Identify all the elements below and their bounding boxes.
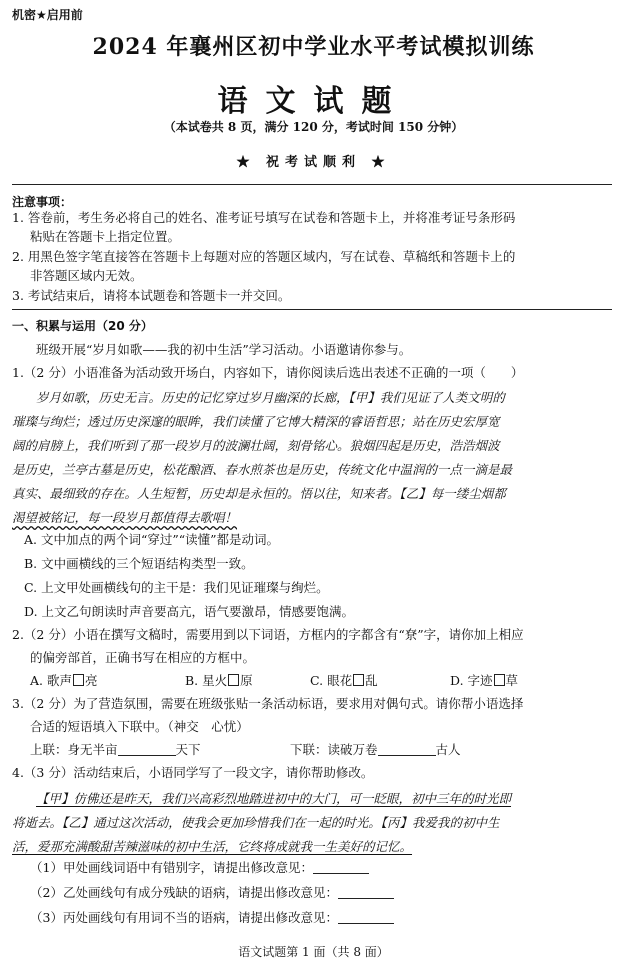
answer-box[interactable] [73,674,84,686]
answer-box[interactable] [353,674,364,686]
q2-option-c: C. 眼花 乱 [310,673,378,688]
q1-passage-line: 璀璨与绚烂；透过历史深邃的眼眸，我们读懂了它博大精深的睿语哲思；站在历史宏厚宽 [12,414,500,429]
q1-passage-line: 岁月如歌，历史无言。历史的记忆穿过岁月幽深的长廊，【甲】我们见证了人类文明的 [36,390,505,405]
q1-passage-line: 渴望被铭记，每一段岁月都值得去歌唱！ [12,510,238,525]
section-intro: 班级开展“岁月如歌——我的初中生活”学习活动。小语邀请你参与。 [36,342,412,357]
q1-passage-line: 真实、最细致的存在。人生短暂，历史却是永恒的。悟以往，知来者。【乙】每一缕尘烟都 [12,486,506,501]
confidential-label: 机密★启用前 [12,8,83,22]
subject-title: 语文试题 [217,84,410,119]
notice-line: 3. 考试结束后，请将本试题卷和答题卡一并交回。 [12,288,291,303]
q3-stem: 3.（2 分）为了营造氛围，需要在班级张贴一条活动标语，要求用对偶句式。请你帮小语选择 [12,696,524,711]
q1-option-b: B. 文中画横线的三个短语结构类型一致。 [24,556,254,571]
exam-meta: （本试卷共 8 页，满分 120 分，考试时间 150 分钟） [163,120,464,134]
exam-title: 2024 年襄州区初中学业水平考试模拟训练 [92,34,535,60]
q2-option-a: A. 歌声 亮 [30,673,98,688]
notice-line: 2. 用黑色签字笔直接答在答题卡上每题对应的答题区域内，写在试卷、草稿纸和答题卡上的 [12,249,516,264]
good-luck-line: ★ 祝考试顺利 ★ [236,155,391,170]
q4-sub-1: （1）甲处画线词语中有错别字，请提出修改意见： [30,858,369,879]
q2-stem: 2.（2 分）小语在撰写文稿时，需要用到以下词语，方框内的字都含有“尞”字，请你加上相应 [12,627,524,642]
q4-passage-line: 活，爱那充满酸甜苦辣滋味的初中生活，它终将成就我一生美好的记忆。 [12,839,413,854]
notice-heading: 注意事项： [12,195,73,209]
divider-notice [12,309,612,310]
q1-option-d: D. 上文乙句朗读时声音要高亢，语气要激昂，情感要饱满。 [24,604,355,619]
q4-sub-2: （2）乙处画线句有成分残缺的语病，请提出修改意见： [30,883,394,904]
q3-stem-cont: 合适的短语填入下联中。（神交 心忧） [30,719,249,734]
q1-passage-line: 阔的肩膀上，我们听到了那一段岁月的波澜壮阔，刻骨铭心。狼烟四起是历史，浩浩烟波 [12,438,500,453]
q1-option-c: C. 上文甲处画横线句的主干是：我们见证璀璨与绚烂。 [24,580,329,595]
answer-box[interactable] [228,674,239,686]
section-heading: 一、积累与运用（20 分） [12,319,153,333]
q4-passage-line: 【甲】仿佛还是昨天，我们兴高彩烈地踏进初中的大门，可一眨眼，初中三年的时光即 [36,791,512,806]
q1-passage-line: 是历史，兰亭古墓是历史，松花酿酒、春水煎茶也是历史，传统文化中温润的一点一滴是最 [12,462,513,477]
answer-blank[interactable] [378,755,436,756]
q2-option-b: B. 星火 原 [185,673,253,688]
notice-line: 非答题区域内无效。 [30,268,143,283]
q2-option-d: D. 字迹 草 [450,673,519,688]
answer-blank[interactable] [338,923,394,924]
q2-stem-cont: 的偏旁部首，正确书写在相应的方框中。 [30,650,256,665]
divider-top [12,184,612,185]
q3-lower-couplet: 下联：读破万卷 古人 [290,742,461,757]
q4-stem: 4.（3 分）活动结束后，小语同学写了一段文字，请你帮助修改。 [12,765,374,780]
page-footer: 语文试题第 1 面（共 8 面） [238,945,389,959]
q4-sub-3: （3）丙处画线句有用词不当的语病，请提出修改意见： [30,908,394,929]
q4-passage-line: 将逝去。【乙】通过这次活动，使我会更加珍惜我们在一起的时光。【丙】我爱我的初中生 [12,815,500,830]
answer-blank[interactable] [313,873,369,874]
answer-blank[interactable] [338,898,394,899]
answer-blank[interactable] [118,755,176,756]
q1-stem: 1.（2 分）小语准备为活动致开场白，内容如下，请你阅读后选出表述不正确的一项（ ） [12,365,524,380]
answer-box[interactable] [494,674,505,686]
notice-line: 1. 答卷前，考生务必将自己的姓名、准考证号填写在试卷和答题卡上，并将准考证号条形码 [12,210,516,225]
q1-option-a: A. 文中加点的两个词“穿过”“读懂”都是动词。 [24,532,280,547]
q3-upper-couplet: 上联：身无半亩 天下 [30,742,201,757]
notice-line: 粘贴在答题卡上指定位置。 [30,229,181,244]
